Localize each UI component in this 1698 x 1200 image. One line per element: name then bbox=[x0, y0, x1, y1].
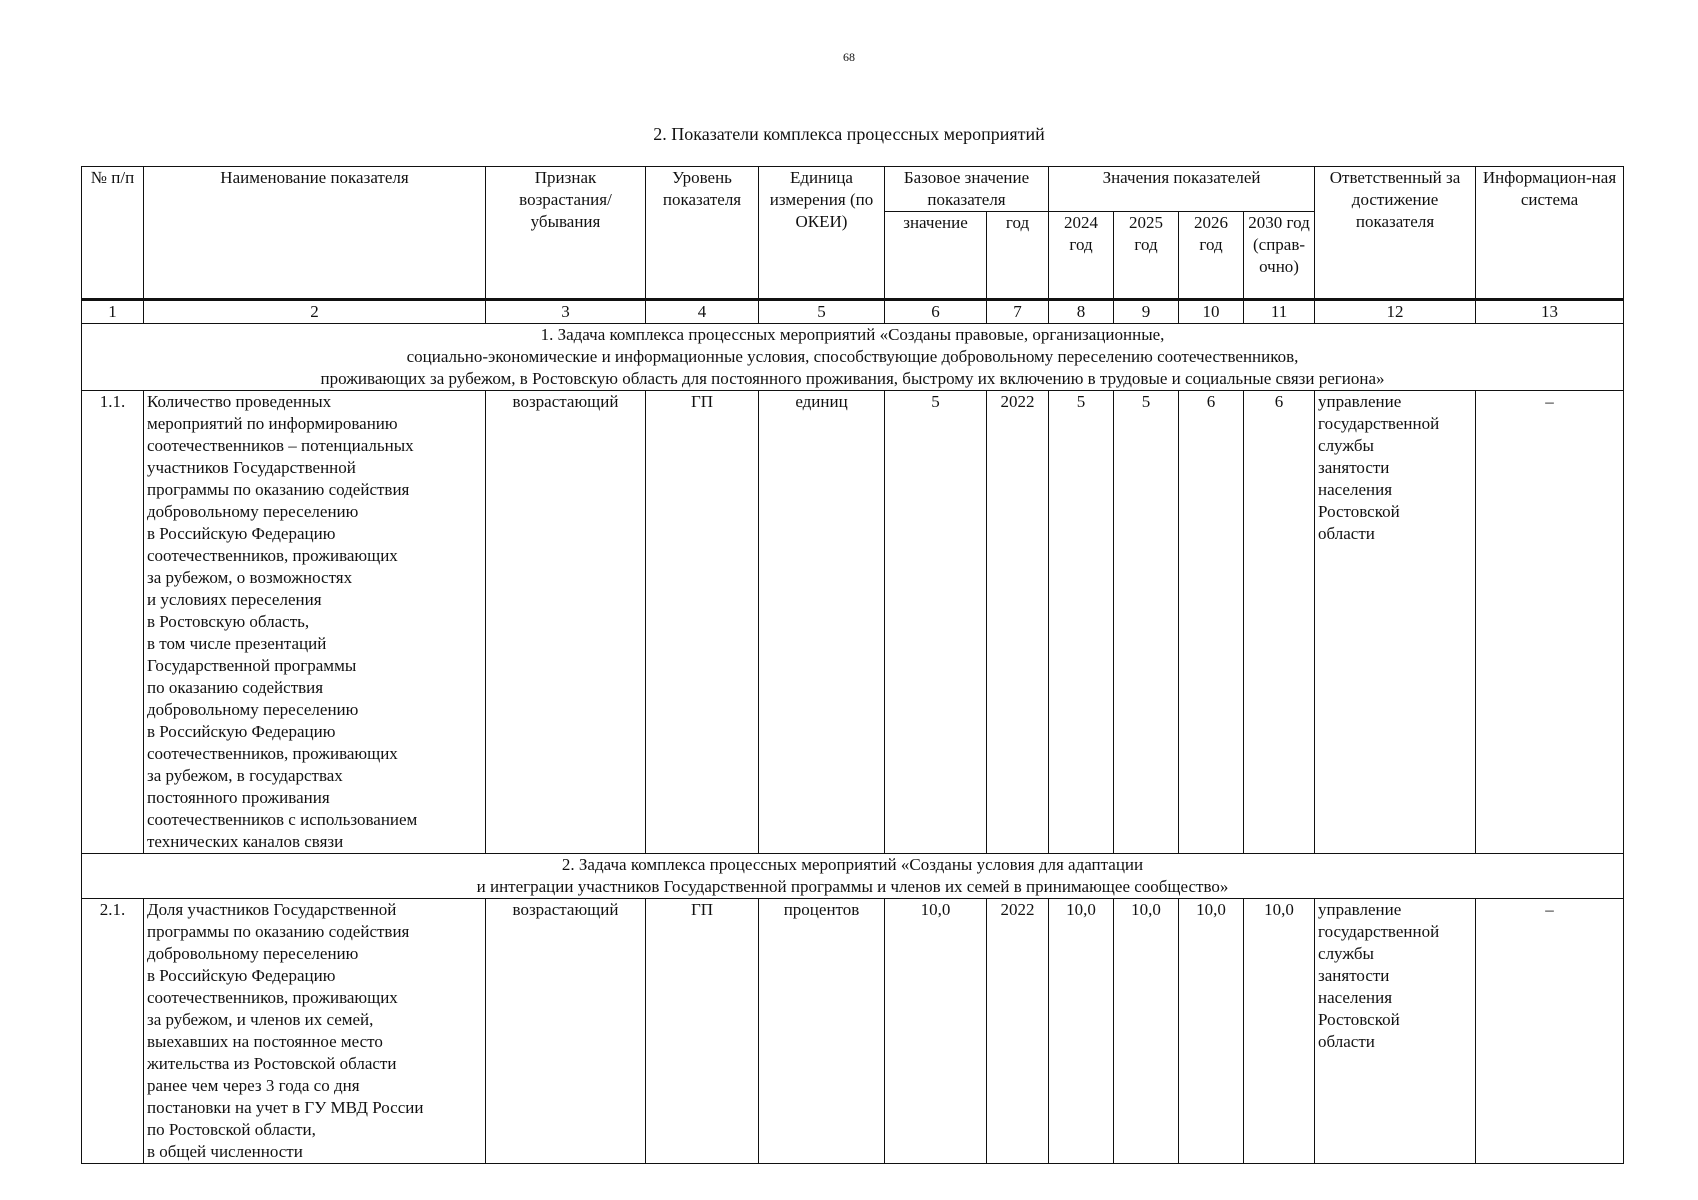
information-system: – bbox=[1476, 391, 1624, 854]
column-number: 2 bbox=[144, 300, 486, 324]
column-number: 1 bbox=[82, 300, 144, 324]
section-title: 2. Задача комплекса процессных мероприятий «Созданы условия для адаптации и интеграции участников Государственной программы и членов их семей в принимающее сообщество» bbox=[82, 854, 1624, 899]
section-title: 1. Задача комплекса процессных мероприятий «Созданы правовые, организационные, социально-экономические и информационные условия, способствующие добровольному переселению соотечественников, проживающих за рубежом, в Ростовскую область для постоянного проживания, быстрому их включению в трудовые и социальные связи региона» bbox=[82, 324, 1624, 391]
header-level: Уровень показателя bbox=[646, 167, 759, 300]
document-title: 2. Показатели комплекса процессных мероприятий bbox=[653, 124, 1045, 144]
indicator-level: ГП bbox=[646, 899, 759, 1164]
base-year: 2022 bbox=[987, 899, 1049, 1164]
header-name: Наименование показателя bbox=[144, 167, 486, 300]
header-2025: 2025 год bbox=[1114, 212, 1179, 300]
value-2025: 10,0 bbox=[1114, 899, 1179, 1164]
base-year: 2022 bbox=[987, 391, 1049, 854]
indicator-sign: возрастающий bbox=[486, 391, 646, 854]
value-2025: 5 bbox=[1114, 391, 1179, 854]
indicators-table bbox=[81, 166, 1624, 1164]
column-number: 8 bbox=[1049, 300, 1114, 324]
column-numbers-row bbox=[82, 300, 1624, 324]
header-row-top bbox=[82, 167, 1624, 212]
header-sign: Признак возрастания/ убывания bbox=[486, 167, 646, 300]
indicator-row bbox=[82, 899, 1624, 1164]
column-number: 3 bbox=[486, 300, 646, 324]
column-number: 7 bbox=[987, 300, 1049, 324]
header-responsible: Ответственный за достижение показателя bbox=[1315, 167, 1476, 300]
indicator-unit: процентов bbox=[759, 899, 885, 1164]
indicator-unit: единиц bbox=[759, 391, 885, 854]
column-number: 13 bbox=[1476, 300, 1624, 324]
indicator-sign: возрастающий bbox=[486, 899, 646, 1164]
value-2024: 5 bbox=[1049, 391, 1114, 854]
row-num: 2.1. bbox=[82, 899, 144, 1164]
information-system: – bbox=[1476, 899, 1624, 1164]
responsible: управление государственной службы занятости населения Ростовской области bbox=[1315, 899, 1476, 1164]
column-number: 5 bbox=[759, 300, 885, 324]
header-base: Базовое значение показателя bbox=[885, 167, 1049, 212]
value-2024: 10,0 bbox=[1049, 899, 1114, 1164]
column-number: 6 bbox=[885, 300, 987, 324]
header-2026: 2026 год bbox=[1179, 212, 1244, 300]
header-num: № п/п bbox=[82, 167, 144, 300]
header-unit: Единица измерения (по ОКЕИ) bbox=[759, 167, 885, 300]
column-number: 9 bbox=[1114, 300, 1179, 324]
header-infosys: Информацион-ная система bbox=[1476, 167, 1624, 300]
column-number: 11 bbox=[1244, 300, 1315, 324]
header-2030: 2030 год (справ-очно) bbox=[1244, 212, 1315, 300]
header-base-value: значение bbox=[885, 212, 987, 300]
page-number: 68 bbox=[843, 50, 855, 64]
value-2026: 10,0 bbox=[1179, 899, 1244, 1164]
header-2024: 2024 год bbox=[1049, 212, 1114, 300]
base-value: 5 bbox=[885, 391, 987, 854]
header-base-year: год bbox=[987, 212, 1049, 300]
indicator-name: Доля участников Государственной программы по оказанию содействия добровольному переселению в Российскую Федерацию соотечественников, проживающих за рубежом, и членов их семей, выехавших на постоянное место жительства из Ростовской области ранее чем через 3 года со дня постановки на учет в ГУ МВД России по Ростовской области, в общей численности bbox=[144, 899, 486, 1164]
value-2030: 10,0 bbox=[1244, 899, 1315, 1164]
indicator-row bbox=[82, 391, 1624, 854]
value-2030: 6 bbox=[1244, 391, 1315, 854]
base-value: 10,0 bbox=[885, 899, 987, 1164]
section-row bbox=[82, 324, 1624, 391]
header-values: Значения показателей bbox=[1049, 167, 1315, 212]
column-number: 12 bbox=[1315, 300, 1476, 324]
value-2026: 6 bbox=[1179, 391, 1244, 854]
responsible: управление государственной службы занятости населения Ростовской области bbox=[1315, 391, 1476, 854]
column-number: 4 bbox=[646, 300, 759, 324]
indicator-level: ГП bbox=[646, 391, 759, 854]
indicator-name: Количество проведенных мероприятий по информированию соотечественников – потенциальных участников Государственной программы по оказанию содействия добровольному переселению в Российскую Федерацию соотечественников, проживающих за рубежом, о возможностях и условиях переселения в Ростовскую область, в том числе презентаций Государственной программы по оказанию содействия добровольному переселению в Российскую Федерацию соотечественников, проживающих за рубежом, в государствах постоянного проживания соотечественников с использованием технических каналов связи bbox=[144, 391, 486, 854]
section-row bbox=[82, 854, 1624, 899]
row-num: 1.1. bbox=[82, 391, 144, 854]
column-number: 10 bbox=[1179, 300, 1244, 324]
